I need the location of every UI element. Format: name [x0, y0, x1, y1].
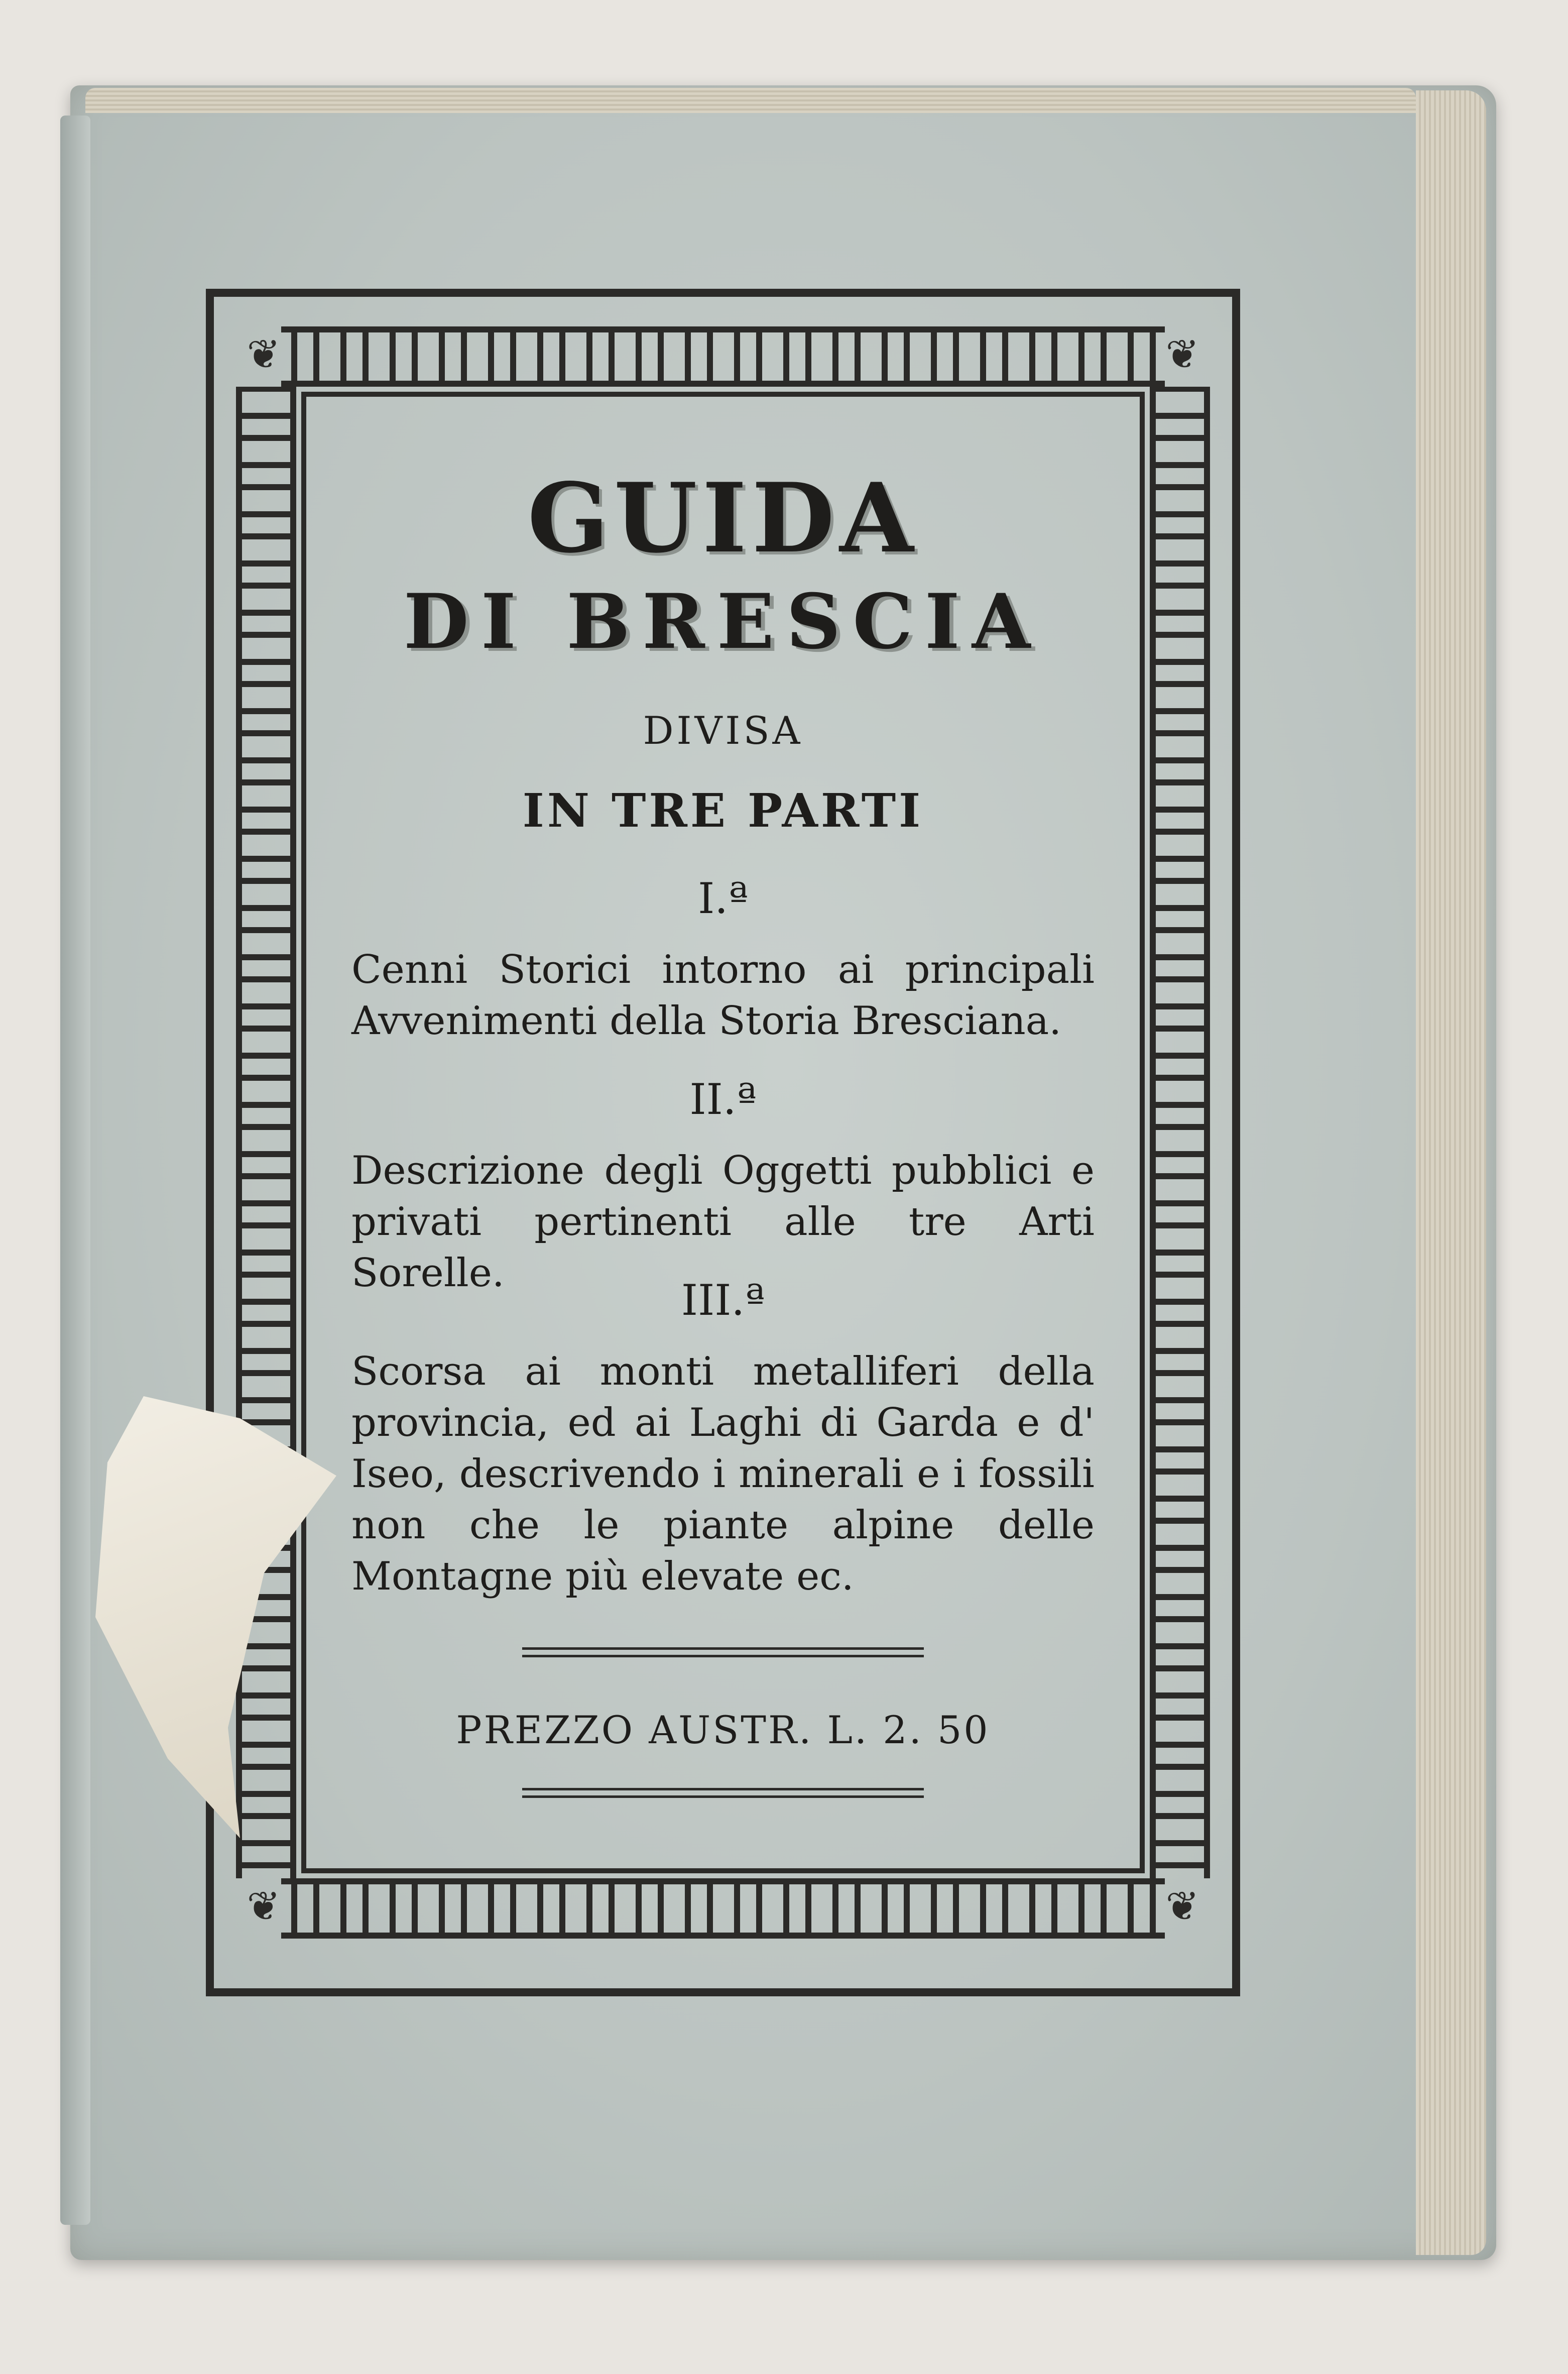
part-description: Cenni Storici intorno ai principali Avvenimenti della Storia Bresciana.	[351, 947, 1095, 1044]
right-page-edges	[1416, 90, 1486, 2255]
price-line: PREZZO AUSTR. L. 2. 50	[456, 1708, 990, 1752]
spine-edge	[60, 116, 90, 2225]
part-numeral: I.ª	[698, 874, 748, 923]
greek-key-border-bottom	[281, 1878, 1165, 1939]
palmette-corner-icon: ❦	[1165, 330, 1199, 378]
in-tre-parti-line: IN TRE PARTI	[522, 783, 924, 838]
book-title: GUIDA	[527, 462, 919, 574]
part-numeral: III.ª	[681, 1276, 765, 1325]
double-rule-bottom	[522, 1788, 924, 1798]
part-numeral: II.ª	[689, 1075, 757, 1124]
greek-key-border-right	[1150, 387, 1210, 1878]
part-description: Descrizione degli Oggetti pubblici e privati pertinenti alle tre Arti Sorelle.	[351, 1148, 1095, 1296]
palmette-corner-icon: ❦	[247, 330, 281, 378]
divisa-line: DIVISA	[643, 708, 803, 753]
part-description: Scorsa ai monti metalliferi della provincia, ed ai Laghi di Garda e d' Iseo, descrivendo i minerali e i fossili non che le piante alpine delle Montagne più elevate ec.	[351, 1349, 1095, 1599]
top-page-edges	[85, 88, 1416, 113]
palmette-corner-icon: ❦	[1165, 1882, 1199, 1930]
palmette-corner-icon: ❦	[247, 1882, 281, 1930]
book-subtitle: DI BRESCIA	[403, 578, 1043, 666]
title-page	[321, 412, 1125, 1853]
greek-key-border-top	[281, 326, 1165, 387]
double-rule-top	[522, 1647, 924, 1657]
